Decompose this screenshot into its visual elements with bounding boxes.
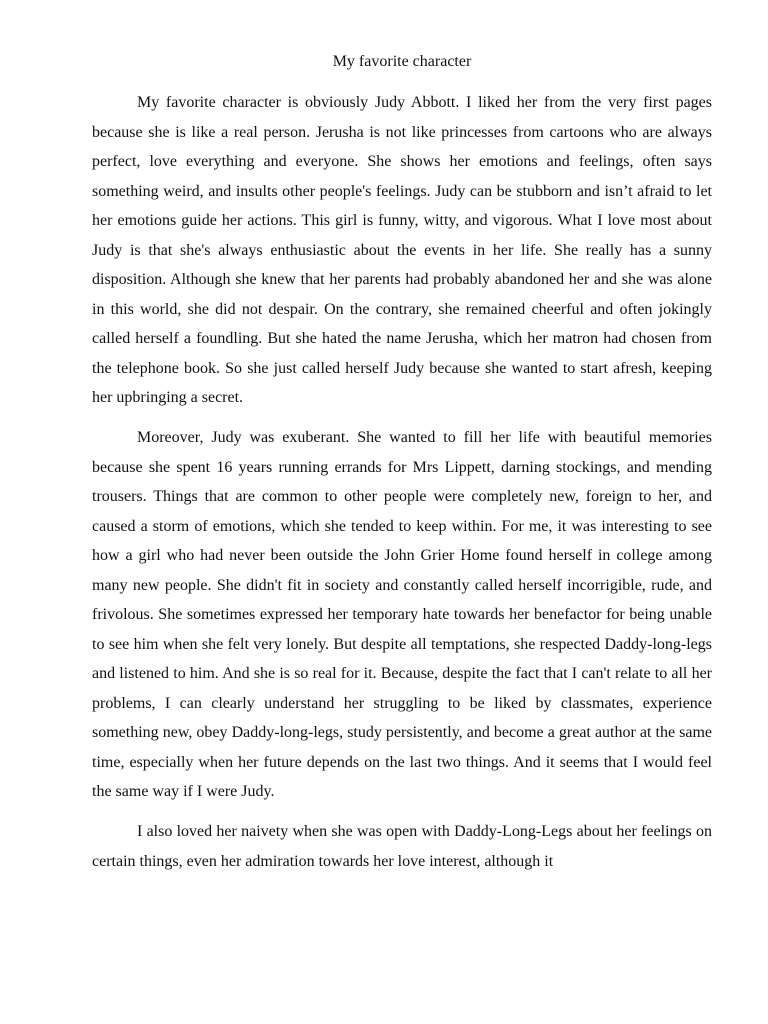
document-body bbox=[92, 88, 712, 887]
paragraph: My favorite character is obviously Judy Abbott. I liked her from the very first pages because she is like a real person. Jerusha is not like princesses from cartoons who are always perfect, love everything and everyone. She shows her emotions and feelings, often says something weird, and insults other people's feelings. Judy can be stubborn and isn’t afraid to let her emotions guide her actions. This girl is funny, witty, and vigorous. What I love most about Judy is that she's always enthusiastic about the events in her life. She really has a sunny disposition. Although she knew that her parents had probably abandoned her and she was alone in this world, she did not despair. On the contrary, she remained cheerful and often jokingly called herself a foundling. But she hated the name Jerusha, which her matron had chosen from the telephone book. So she just called herself Judy because she wanted to start afresh, keeping her upbringing a secret. bbox=[92, 94, 712, 406]
document-title: My favorite character bbox=[332, 53, 472, 70]
paragraph: I also loved her naivety when she was open with Daddy-Long-Legs about her feelings on certain things, even her admiration towards her love interest, although it bbox=[92, 823, 712, 870]
paragraph: Moreover, Judy was exuberant. She wanted to fill her life with beautiful memories because she spent 16 years running errands for Mrs Lippett, darning stockings, and mending trousers. Things that are common to other people were completely new, foreign to her, and caused a storm of emotions, which she tended to keep within. For me, it was interesting to see how a girl who had never been outside the John Grier Home found herself in college among many new people. She didn't fit in society and constantly called herself incorrigible, rude, and frivolous. She sometimes expressed her temporary hate towards her benefactor for being unable to see him when she felt very lonely. But despite all temptations, she respected Daddy-long-legs and listened to him. And she is so real for it. Because, despite the fact that I can't relate to all her problems, I can clearly understand her struggling to be liked by classmates, experience something new, obey Daddy-long-legs, study persistently, and become a great author at the same time, especially when her future depends on the last two things. And it seems that I would feel the same way if I were Judy. bbox=[92, 429, 712, 800]
